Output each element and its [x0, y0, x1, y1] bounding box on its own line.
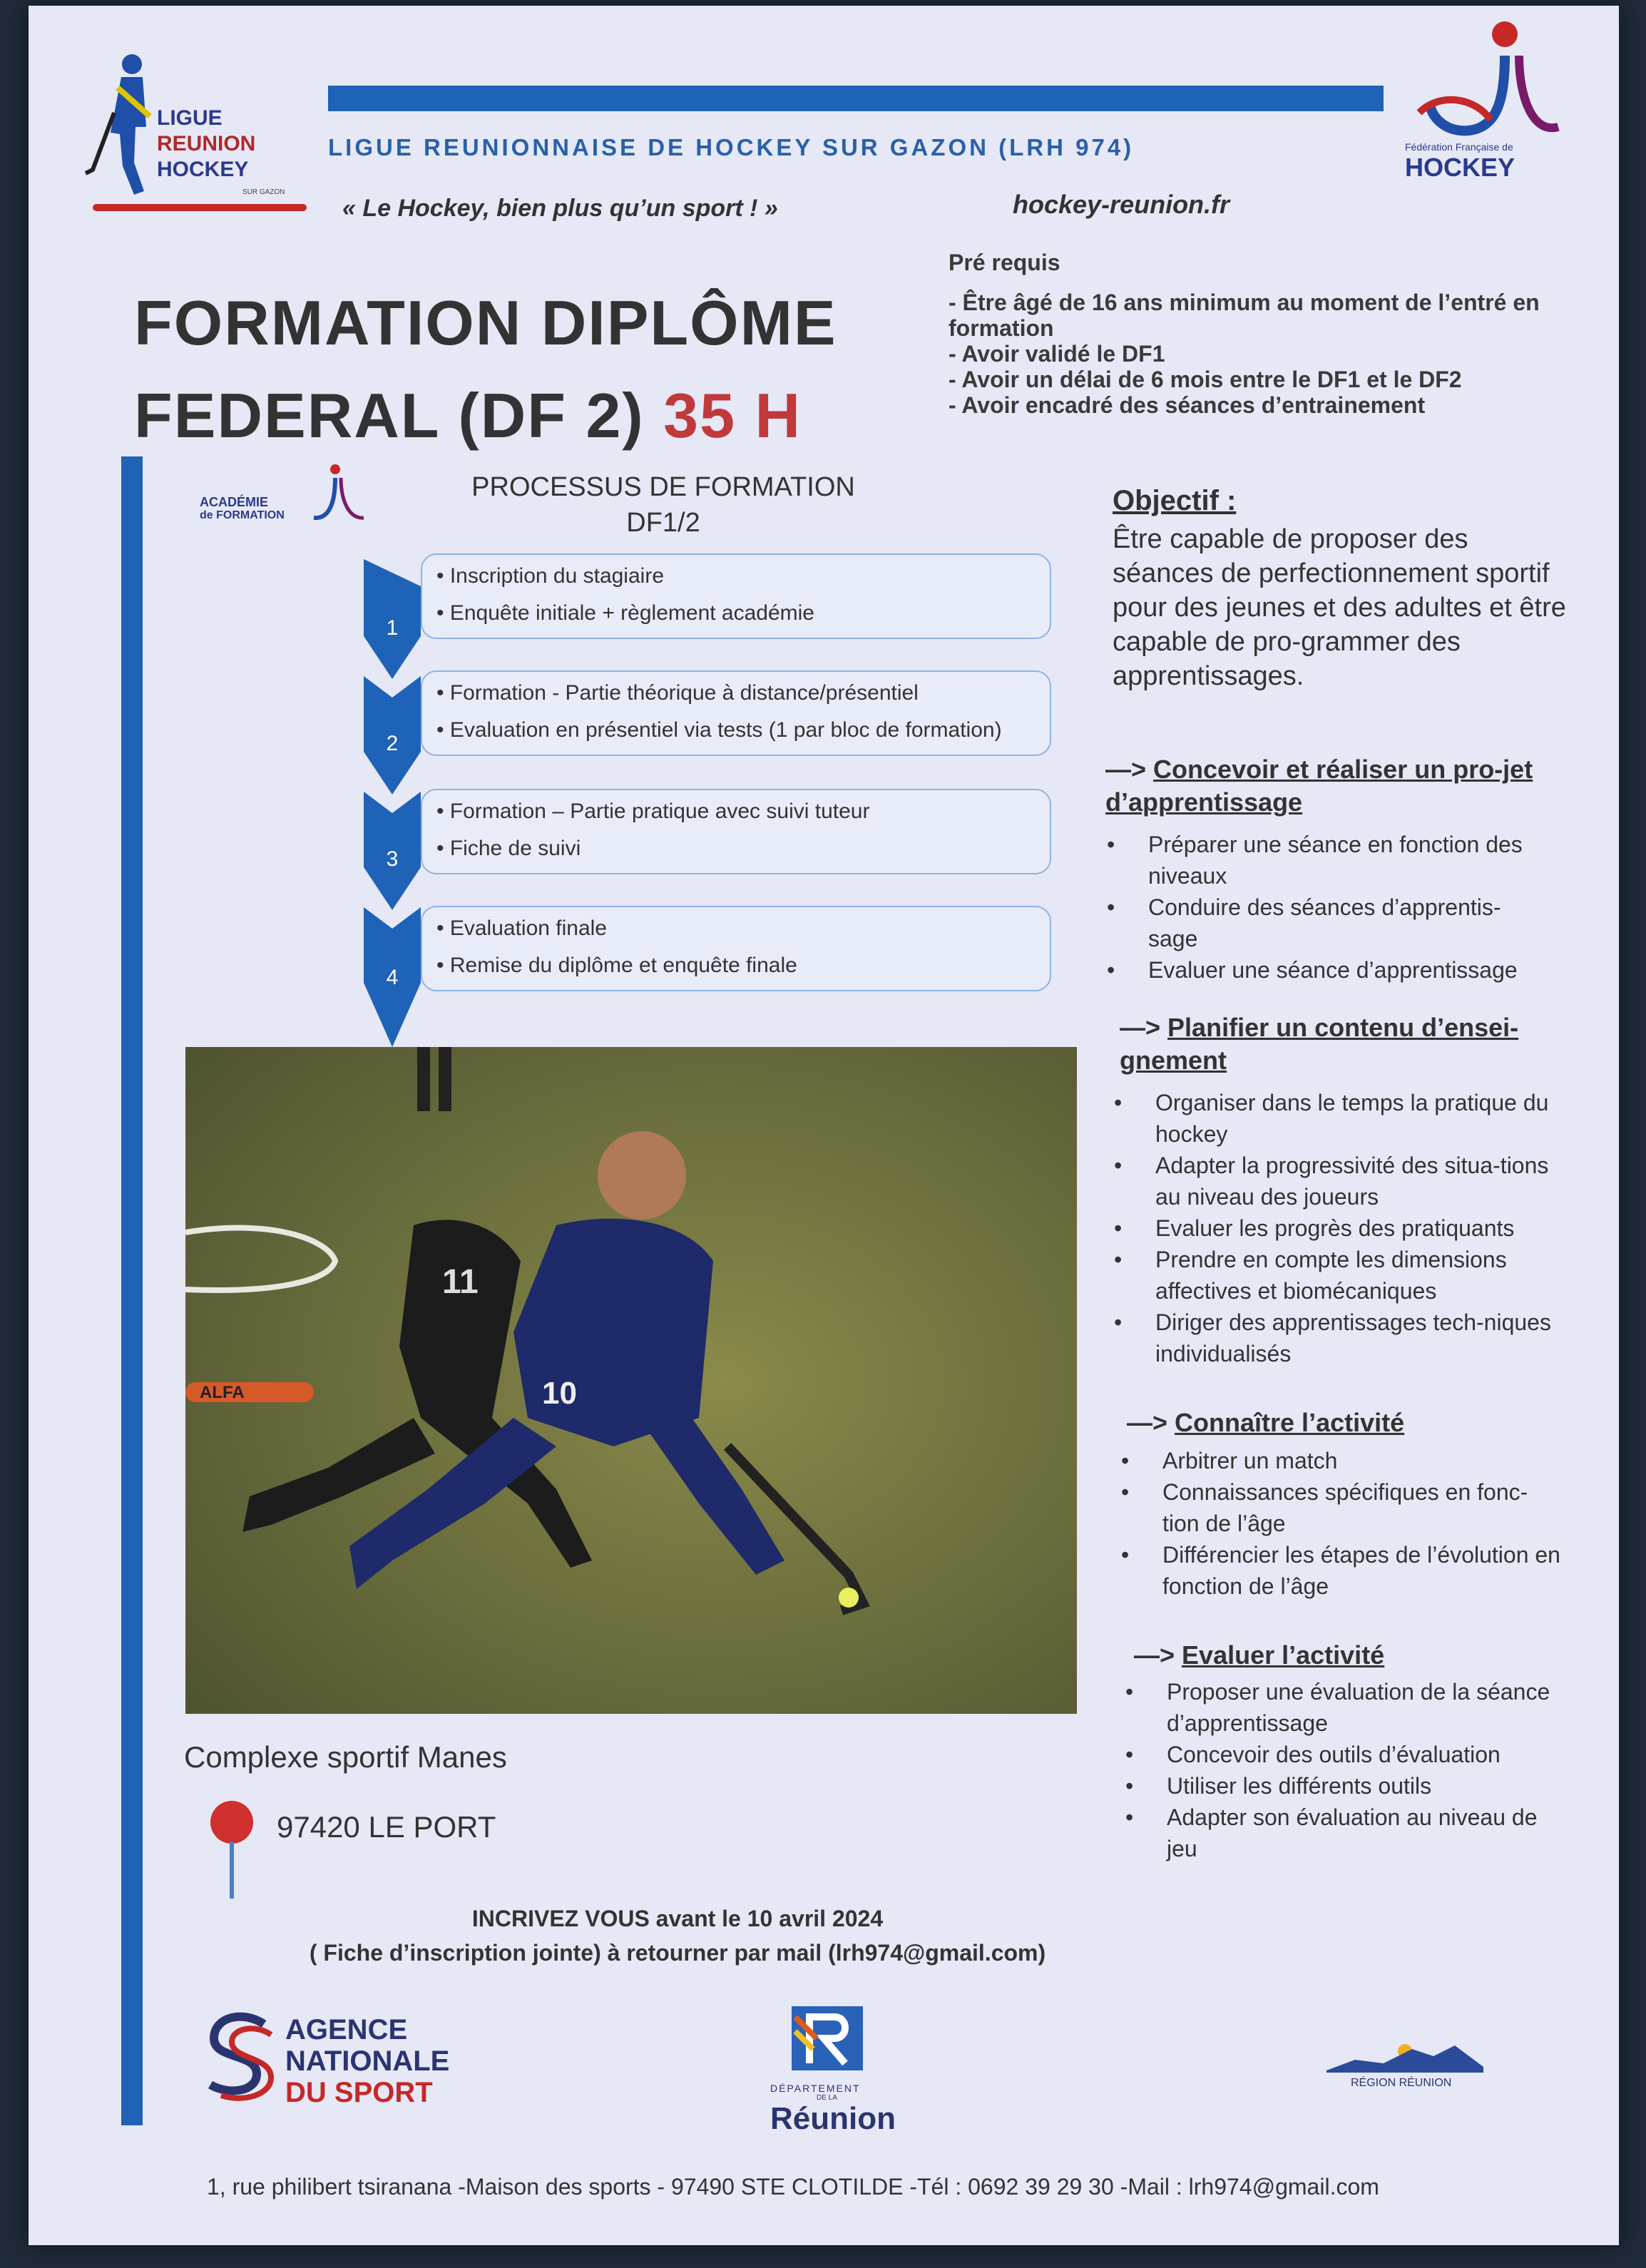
section-heading: —> Connaître l’activité — [1127, 1408, 1405, 1437]
step-line: • Evaluation finale — [436, 916, 607, 940]
section-item: • Préparer une séance en fonction des niveaux — [1098, 829, 1548, 892]
prereq-list — [949, 290, 1590, 418]
step-line: • Evaluation en présentiel via tests (1 par bloc de formation) — [436, 718, 1002, 742]
ans-line2: NATIONALE — [285, 2045, 450, 2077]
process-step — [421, 553, 1051, 639]
section-heading: —> Planifier un contenu d’ensei-gnement — [1120, 1013, 1519, 1075]
jersey-number-10: 10 — [542, 1376, 577, 1411]
step-line: • Enquête initiale + règlement académie — [436, 601, 814, 625]
section-list — [1117, 1676, 1566, 1864]
prereq-item: - Avoir validé le DF1 — [949, 341, 1165, 367]
academy-logo — [200, 462, 371, 526]
section-item: • Concevoir des outils d’évaluation — [1117, 1739, 1566, 1770]
section-list — [1098, 829, 1548, 986]
section-item: • Prendre en compte les dimensions affectives et biomécaniques — [1105, 1244, 1555, 1307]
section-item: • Conduire des séances d’apprentis-sage — [1098, 892, 1548, 954]
departement-r-icon — [788, 2003, 867, 2074]
section-heading: —> Evaluer l’activité — [1134, 1640, 1385, 1670]
prereq-item: - Avoir encadré des séances d’entrainement — [949, 392, 1426, 418]
step-line: • Inscription du stagiaire — [436, 564, 664, 588]
jersey-number-11: 11 — [442, 1263, 479, 1301]
section-heading: —> Concevoir et réaliser un pro-jet d’apprentissage — [1105, 755, 1533, 817]
map-pin-icon — [207, 1797, 257, 1904]
academy-stick-icon — [307, 462, 371, 526]
step-number: 2 — [386, 732, 399, 755]
step-number: 4 — [386, 966, 399, 989]
registration-line2: ( Fiche d’inscription jointe) à retourner par mail (lrh974@gmail.com) — [309, 1940, 1046, 1966]
process-title-line1: PROCESSUS DE FORMATION — [471, 472, 855, 502]
ans-s-icon — [200, 2010, 278, 2103]
process-title — [449, 469, 877, 541]
section-list — [1105, 1087, 1555, 1369]
process-step — [421, 906, 1051, 991]
objective-heading: Objectif : — [1113, 485, 1237, 516]
left-vertical-bar — [121, 456, 143, 2125]
flyer-sheet — [29, 6, 1619, 2245]
ans-logo — [200, 2010, 499, 2110]
step-line: • Remise du diplôme et enquête finale — [436, 954, 797, 977]
hockey-players-illustration — [185, 1047, 1077, 1714]
ans-line1: AGENCE — [285, 2014, 408, 2045]
city: 97420 LE PORT — [277, 1810, 496, 1844]
ffh-hockey-stick-icon — [1398, 13, 1583, 155]
title-hours: 35 H — [663, 380, 802, 451]
footer-address: 1, rue philibert tsiranana -Maison des sports - 97490 STE CLOTILDE -Tél : 0692 39 29 30 -Mail : lrh974@gmail.com — [207, 2174, 1379, 2200]
dept-small-text-2: DE LA — [817, 2094, 837, 2102]
prereq-item: - Être âgé de 16 ans minimum au moment de l’entré en formation — [949, 290, 1540, 341]
venue-name: Complexe sportif Manes — [184, 1740, 507, 1774]
website: hockey-reunion.fr — [1013, 190, 1230, 219]
logo-line-hockey: HOCKEY — [157, 158, 249, 181]
process-step — [421, 670, 1051, 756]
objective-text: Être capable de proposer des séances de perfectionnement sportif pour des jeunes et des adultes et être capable de pro-grammer des apprentissages. — [1113, 524, 1566, 691]
org-name: LIGUE REUNIONNAISE DE HOCKEY SUR GAZON (LRH 974) — [328, 134, 1135, 160]
section-item: • Organiser dans le temps la pratique du hockey — [1105, 1087, 1555, 1150]
page-title — [134, 277, 837, 462]
ans-line3: DU SPORT — [285, 2077, 433, 2108]
section-item: • Arbitrer un match — [1113, 1445, 1562, 1476]
section-item: • Utiliser les différents outils — [1117, 1770, 1566, 1802]
hockey-player-icon — [78, 48, 157, 198]
registration-line1: INCRIVEZ VOUS avant le 10 avril 2024 — [471, 1906, 884, 1931]
section-item: • Connaissances spécifiques en fonc-tion de l’âge — [1113, 1476, 1562, 1539]
section-item: • Diriger des apprentissages tech-niques individualisés — [1105, 1307, 1555, 1369]
section-item: • Evaluer une séance d’apprentissage — [1098, 954, 1548, 986]
ligue-logo — [78, 48, 335, 227]
step-number: 3 — [386, 847, 399, 871]
region-logo — [1326, 2038, 1483, 2095]
region-text: RÉGION RÉUNION — [1351, 2077, 1452, 2089]
dept-big-text: Réunion — [770, 2101, 896, 2136]
step-number: 1 — [386, 616, 399, 640]
ffh-logo — [1391, 13, 1590, 184]
step-line: • Formation - Partie théorique à distance/présentiel — [436, 681, 919, 705]
region-mountain-icon — [1326, 2038, 1483, 2074]
logo-line-reunion: REUNION — [157, 132, 256, 155]
academy-line2: de FORMATION — [200, 509, 285, 521]
logo-swoosh — [93, 204, 307, 211]
stick-brand-text: ALFA — [200, 1383, 245, 1402]
section-item: • Différencier les étapes de l’évolution en fonction de l’âge — [1113, 1539, 1562, 1602]
dept-small-text: DÉPARTEMENT — [770, 2083, 861, 2094]
header-bar — [328, 86, 1384, 111]
departement-logo — [742, 2003, 913, 2138]
step-line: • Fiche de suivi — [436, 837, 581, 860]
ffh-small-text: Fédération Française de — [1405, 141, 1513, 153]
title-line2: FEDERAL (DF 2) — [134, 380, 645, 451]
logo-line-ligue: LIGUE — [157, 106, 223, 130]
process-title-line2: DF1/2 — [626, 508, 700, 538]
section-item: • Proposer une évaluation de la séance d’apprentissage — [1117, 1676, 1566, 1739]
academy-line1: ACADÉMIE — [200, 495, 269, 509]
step-line: • Formation – Partie pratique avec suivi tuteur — [436, 800, 870, 823]
prereq-item: - Avoir un délai de 6 mois entre le DF1 et le DF2 — [949, 367, 1462, 392]
prereq-heading: Pré requis — [949, 250, 1060, 275]
title-line1: FORMATION DIPLÔME — [134, 287, 837, 358]
section-item: • Evaluer les progrès des pratiquants — [1105, 1212, 1555, 1244]
hockey-photo — [185, 1047, 1077, 1714]
section-list — [1113, 1445, 1562, 1602]
registration-note — [271, 1901, 1084, 1970]
slogan: « Le Hockey, bien plus qu’un sport ! » — [342, 195, 778, 222]
process-step — [421, 789, 1051, 874]
section-item: • Adapter son évaluation au niveau de jeu — [1117, 1802, 1566, 1864]
logo-small-text: SUR GAZON — [242, 188, 285, 196]
ffh-big-text: HOCKEY — [1405, 153, 1515, 182]
section-item: • Adapter la progressivité des situa-tions au niveau des joueurs — [1105, 1150, 1555, 1212]
